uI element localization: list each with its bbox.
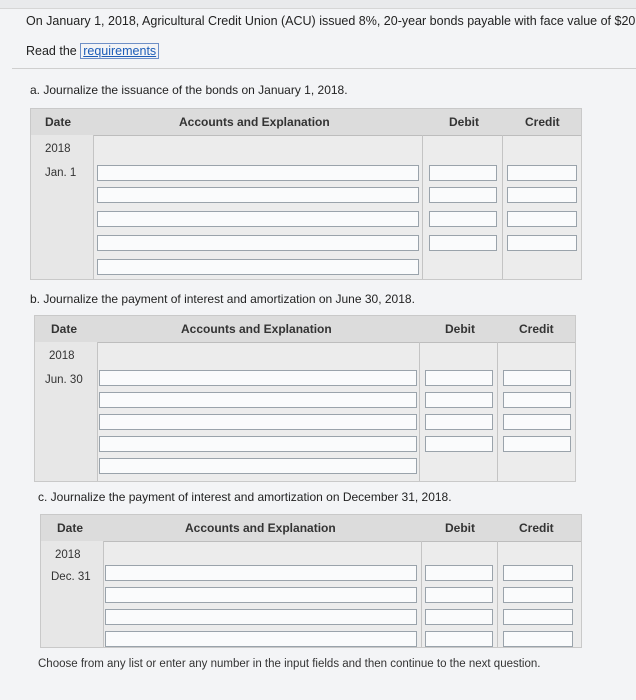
column-divider (497, 541, 498, 647)
credit-input[interactable] (503, 631, 573, 647)
credit-input[interactable] (503, 414, 571, 430)
journal-table-a (30, 108, 582, 280)
question-text: On January 1, 2018, Agricultural Credit Union (ACU) issued 8%, 20-year bonds payable with face value of $20 (26, 14, 636, 28)
debit-input[interactable] (425, 436, 493, 452)
divider (12, 68, 636, 69)
debit-input[interactable] (425, 565, 493, 581)
column-divider (502, 135, 503, 279)
accounts-header: Accounts and Explanation (181, 322, 332, 336)
top-bar (0, 0, 636, 9)
entry-year: 2018 (45, 143, 71, 155)
credit-input[interactable] (507, 235, 577, 251)
credit-header: Credit (525, 115, 560, 129)
requirements-link[interactable]: requirements (80, 43, 159, 59)
entry-date: Jun. 30 (45, 374, 83, 386)
entry-date: Dec. 31 (51, 571, 91, 583)
column-divider (421, 541, 422, 647)
account-input[interactable] (105, 565, 417, 581)
account-input[interactable] (105, 609, 417, 625)
credit-input[interactable] (503, 370, 571, 386)
date-header: Date (51, 322, 78, 336)
credit-input[interactable] (507, 211, 577, 227)
date-header: Date (57, 521, 84, 535)
account-input[interactable] (99, 458, 417, 474)
account-input[interactable] (97, 165, 419, 181)
journal-header (31, 109, 581, 136)
account-input[interactable] (99, 414, 417, 430)
account-input[interactable] (99, 436, 417, 452)
debit-header: Debit (445, 322, 475, 336)
read-the-label: Read the (26, 44, 77, 58)
account-input[interactable] (97, 235, 419, 251)
debit-input[interactable] (425, 370, 493, 386)
debit-input[interactable] (429, 187, 497, 203)
journal-table-c (40, 514, 582, 648)
account-input[interactable] (97, 211, 419, 227)
entry-date: Jan. 1 (45, 167, 77, 179)
account-input[interactable] (97, 259, 419, 275)
section-c-title: c. Journalize the payment of interest and amortization on December 31, 2018. (38, 490, 452, 504)
account-input[interactable] (105, 587, 417, 603)
credit-input[interactable] (503, 392, 571, 408)
accounts-header: Accounts and Explanation (185, 521, 336, 535)
entry-year: 2018 (55, 549, 81, 561)
debit-input[interactable] (425, 414, 493, 430)
credit-input[interactable] (503, 436, 571, 452)
credit-input[interactable] (507, 165, 577, 181)
credit-input[interactable] (503, 587, 573, 603)
debit-input[interactable] (425, 392, 493, 408)
debit-input[interactable] (429, 235, 497, 251)
debit-input[interactable] (429, 165, 497, 181)
account-input[interactable] (99, 392, 417, 408)
account-input[interactable] (99, 370, 417, 386)
instruction-text: Choose from any list or enter any number in the input fields and then continue to the next question. (38, 658, 541, 670)
debit-input[interactable] (425, 609, 493, 625)
debit-input[interactable] (425, 587, 493, 603)
debit-input[interactable] (425, 631, 493, 647)
credit-input[interactable] (503, 565, 573, 581)
accounts-header: Accounts and Explanation (179, 115, 330, 129)
debit-header: Debit (449, 115, 479, 129)
account-input[interactable] (105, 631, 417, 647)
journal-header (41, 515, 581, 542)
column-divider (419, 342, 420, 481)
credit-input[interactable] (503, 609, 573, 625)
credit-input[interactable] (507, 187, 577, 203)
journal-header (35, 316, 575, 343)
debit-header: Debit (445, 521, 475, 535)
requirements-line (26, 44, 159, 58)
credit-header: Credit (519, 521, 554, 535)
date-header: Date (45, 115, 72, 129)
entry-year: 2018 (49, 350, 75, 362)
section-a-title: a. Journalize the issuance of the bonds on January 1, 2018. (30, 83, 348, 97)
account-input[interactable] (97, 187, 419, 203)
date-column (35, 342, 98, 481)
column-divider (497, 342, 498, 481)
column-divider (422, 135, 423, 279)
journal-table-b (34, 315, 576, 482)
debit-input[interactable] (429, 211, 497, 227)
date-column (31, 135, 94, 279)
section-b-title: b. Journalize the payment of interest and amortization on June 30, 2018. (30, 292, 415, 306)
credit-header: Credit (519, 322, 554, 336)
